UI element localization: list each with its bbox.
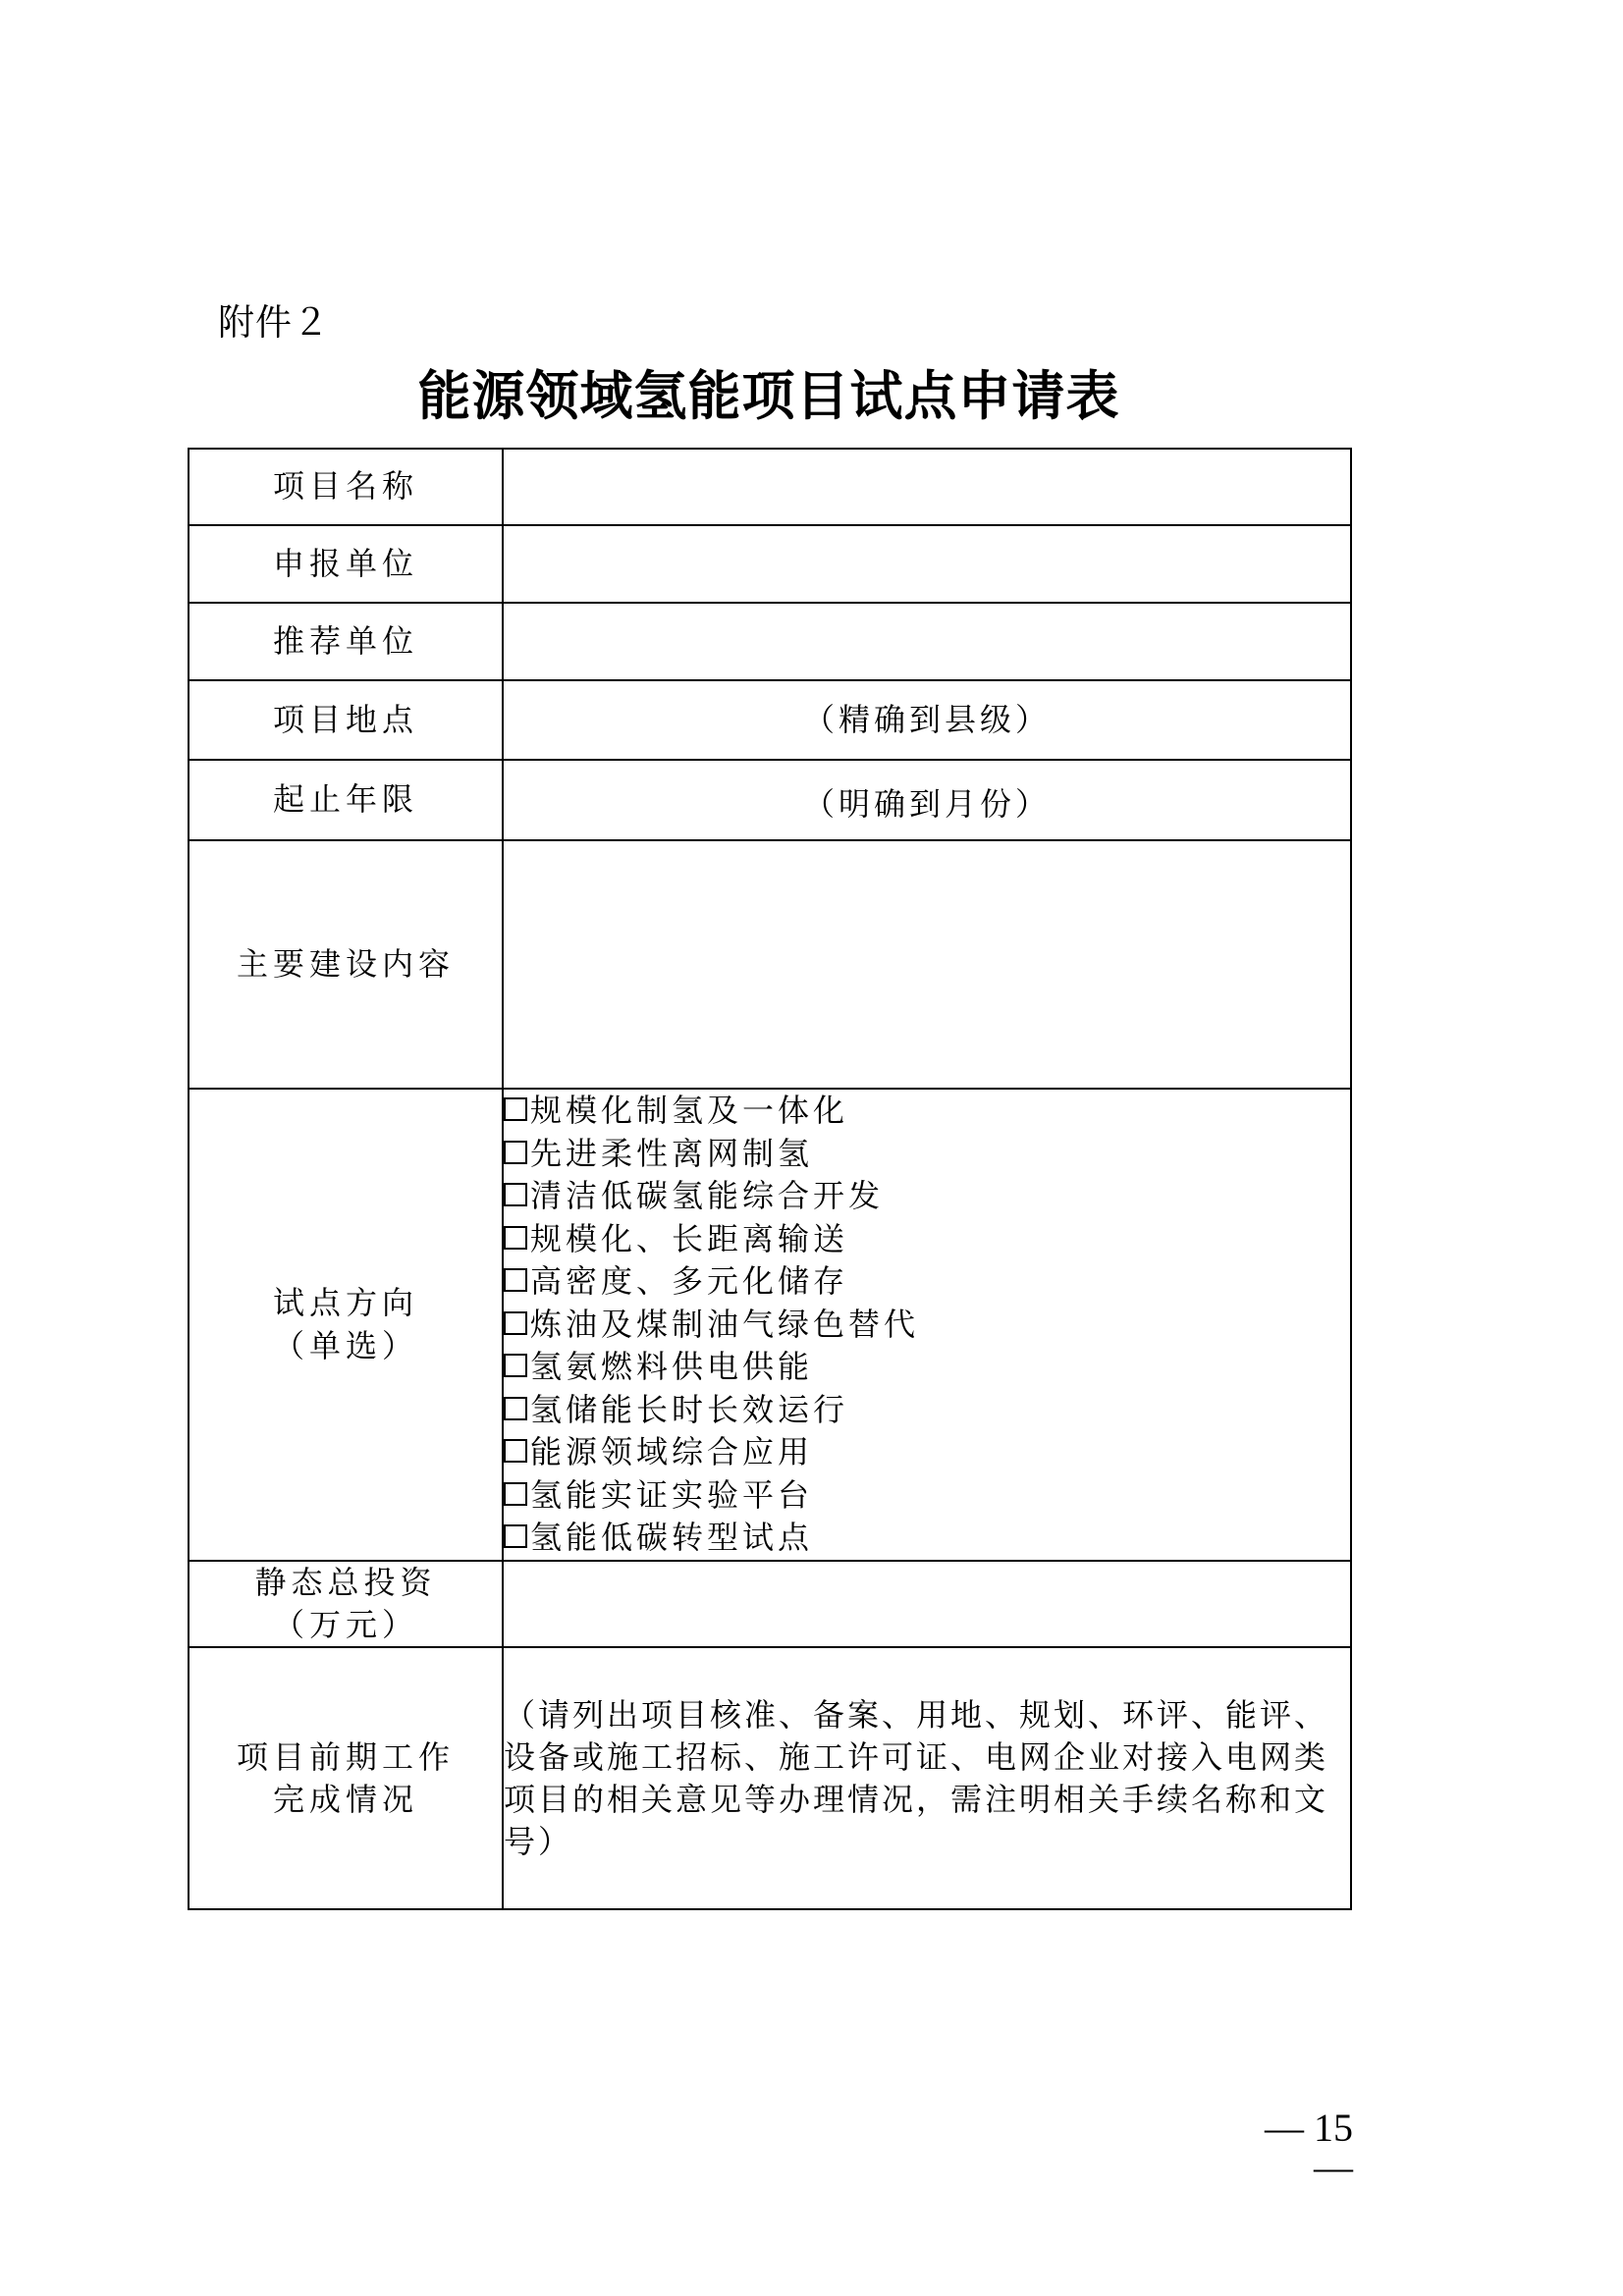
recommender-field[interactable] xyxy=(503,603,1351,680)
direction-option-label: 能源领域综合应用 xyxy=(530,1433,814,1471)
checkbox-icon[interactable] xyxy=(504,1439,527,1463)
investment-label-line1: 静态总投资 xyxy=(254,1564,437,1601)
location-label: 项目地点 xyxy=(189,680,503,760)
direction-option-label: 清洁低碳氢能综合开发 xyxy=(530,1177,885,1215)
direction-option[interactable] xyxy=(504,1431,1350,1474)
checkbox-icon[interactable] xyxy=(504,1397,527,1420)
preliminary-label-line1: 项目前期工作 xyxy=(236,1737,455,1776)
checkbox-icon[interactable] xyxy=(504,1141,527,1164)
direction-options xyxy=(503,1089,1351,1561)
direction-label xyxy=(189,1089,503,1561)
direction-option-label: 氢氨燃料供电供能 xyxy=(530,1348,814,1386)
checkbox-icon[interactable] xyxy=(504,1482,527,1506)
investment-label-line2: （万元） xyxy=(272,1606,418,1644)
direction-option[interactable] xyxy=(504,1218,1350,1261)
direction-option[interactable] xyxy=(504,1133,1350,1176)
row-investment xyxy=(189,1561,1351,1647)
period-label: 起止年限 xyxy=(189,760,503,840)
direction-option-label: 先进柔性离网制氢 xyxy=(530,1134,814,1172)
direction-option[interactable] xyxy=(504,1517,1350,1560)
form-title: 能源领域氢能项目试点申请表 xyxy=(417,364,1120,427)
checkbox-icon[interactable] xyxy=(504,1226,527,1250)
row-preliminary xyxy=(189,1647,1351,1909)
direction-option-label: 高密度、多元化储存 xyxy=(530,1262,849,1301)
row-project-name xyxy=(189,449,1351,525)
construction-label: 主要建设内容 xyxy=(189,840,503,1089)
attachment-label: 附件２ xyxy=(218,301,330,344)
direction-option-label: 氢储能长时长效运行 xyxy=(530,1390,849,1428)
direction-option[interactable] xyxy=(504,1389,1350,1432)
row-recommender xyxy=(189,603,1351,680)
direction-option[interactable] xyxy=(504,1474,1350,1518)
direction-option[interactable] xyxy=(504,1090,1350,1133)
direction-label-line1: 试点方向 xyxy=(272,1284,418,1322)
checkbox-icon[interactable] xyxy=(504,1183,527,1206)
application-form-table xyxy=(188,448,1352,1910)
direction-option[interactable] xyxy=(504,1260,1350,1304)
checkbox-icon[interactable] xyxy=(504,1268,527,1292)
investment-field[interactable] xyxy=(503,1561,1351,1647)
preliminary-label-line2: 完成情况 xyxy=(272,1780,418,1818)
row-direction xyxy=(189,1089,1351,1561)
direction-label-line2: （单选） xyxy=(272,1326,418,1364)
applicant-field[interactable] xyxy=(503,525,1351,603)
preliminary-note[interactable]: （请列出项目核准、备案、用地、规划、环评、能评、设备或施工招标、施工许可证、电网企业对接入电网类项目的相关意见等办理情况，需注明相关手续名称和文号） xyxy=(503,1647,1351,1909)
project-name-label: 项目名称 xyxy=(189,449,503,525)
preliminary-label xyxy=(189,1647,503,1909)
checkbox-icon[interactable] xyxy=(504,1097,527,1121)
direction-option[interactable] xyxy=(504,1304,1350,1347)
period-field[interactable]: （明确到月份） xyxy=(503,760,1351,840)
checkbox-icon[interactable] xyxy=(504,1311,527,1335)
checkbox-icon[interactable] xyxy=(504,1524,527,1548)
checkbox-icon[interactable] xyxy=(504,1354,527,1377)
location-field[interactable]: （精确到县级） xyxy=(503,680,1351,760)
row-construction xyxy=(189,840,1351,1089)
row-period xyxy=(189,760,1351,840)
row-applicant xyxy=(189,525,1351,603)
construction-field[interactable] xyxy=(503,840,1351,1089)
project-name-field[interactable] xyxy=(503,449,1351,525)
page-number: — 15 — xyxy=(1265,2106,1353,2189)
row-location xyxy=(189,680,1351,760)
direction-option-label: 氢能低碳转型试点 xyxy=(530,1519,814,1557)
recommender-label: 推荐单位 xyxy=(189,603,503,680)
direction-option[interactable] xyxy=(504,1175,1350,1218)
direction-option-label: 规模化制氢及一体化 xyxy=(530,1092,849,1130)
direction-option-label: 氢能实证实验平台 xyxy=(530,1475,814,1514)
investment-label xyxy=(189,1561,503,1647)
direction-option[interactable] xyxy=(504,1346,1350,1389)
direction-option-label: 规模化、长距离输送 xyxy=(530,1219,849,1257)
direction-option-label: 炼油及煤制油气绿色替代 xyxy=(530,1305,920,1343)
applicant-label: 申报单位 xyxy=(189,525,503,603)
